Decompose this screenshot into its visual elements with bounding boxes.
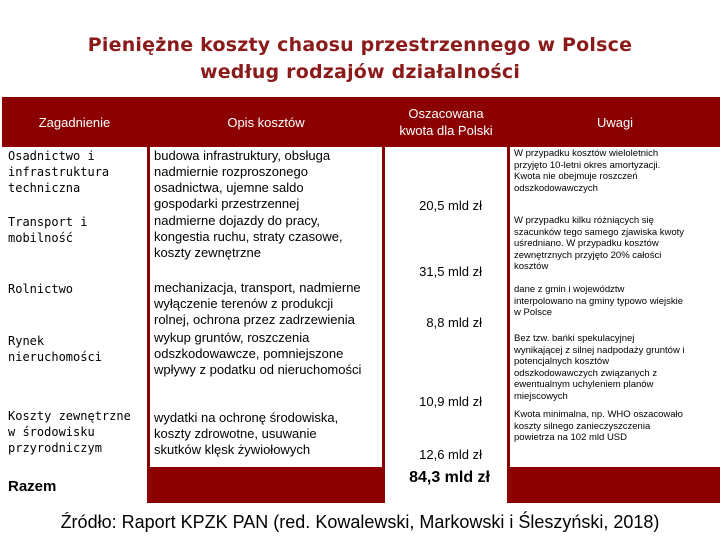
description-line: koszty zdrowotne, usuwanie (154, 426, 317, 441)
note-line: powietrza na 102 mld USD (514, 432, 627, 443)
source-caption: Źródło: Raport KPZK PAN (red. Kowalewski, Markowski i Śleszyński, 2018) (60, 512, 660, 532)
note-line: miejscowych (514, 390, 568, 402)
description-line: osadnictwa, ujemne saldo (154, 180, 304, 195)
note-line: dane z gmin i województw (514, 284, 625, 295)
header-amount-line-1: Oszacowana (408, 106, 484, 121)
topic-line: Transport i (8, 215, 88, 229)
description-line: koszty zewnętrzne (154, 245, 261, 260)
note-line: kosztów (514, 261, 549, 272)
description-line: wpływy z podatku od nieruchomości (154, 362, 362, 377)
total-amount: 84,3 mld zł (409, 469, 490, 486)
topic-line: nieruchomości (8, 350, 102, 364)
description-line: wykup gruntów, roszczenia (154, 330, 310, 345)
note-line: Bez tzw. bańki spekulacyjnej (514, 333, 635, 344)
description-line: rolnej, ochrona przez zadrzewienia (154, 312, 355, 327)
header-topic: Zagadnienie (38, 114, 111, 130)
note-line: odszkodowawczych (514, 182, 598, 194)
note-line: Kwota nie obejmuje roszczeń (514, 171, 638, 182)
title-line-2: według rodzajów działalności (199, 61, 521, 83)
topic-cell (8, 408, 131, 456)
topic-line: w środowisku (8, 425, 95, 439)
description-cell (154, 280, 361, 328)
topic-line: Osadnictwo i (8, 149, 95, 163)
total-label: Razem (8, 478, 57, 495)
note-line: w Polsce (514, 307, 553, 318)
note-line: zewnętrznych przyjęto 20% całości (514, 249, 662, 261)
description-line: wyłączenie terenów z produkcji (154, 296, 334, 311)
description-line: gospodarki przestrzennej (154, 196, 300, 211)
topic-cell (8, 214, 87, 246)
description-line: mechanizacja, transport, nadmierne (154, 280, 361, 295)
note-line: ewentualnym uchyleniem planów (514, 379, 654, 390)
note-line: interpolowano na gminy typowo wiejskie (514, 295, 683, 307)
topic-cell (8, 281, 73, 297)
description-line: nadmierne dojazdy do pracy, (154, 213, 320, 228)
note-line: potencjalnych kosztów (514, 356, 610, 367)
note-line: Kwota minimalna, np. WHO oszacowało (514, 409, 683, 420)
topic-line: przyrodniczym (8, 441, 102, 455)
note-line: wynikającej z silnej nadpodaży gruntów i (514, 344, 685, 356)
header-description: Opis kosztów (227, 114, 305, 130)
note-cell (514, 409, 714, 444)
description-cell (154, 330, 361, 378)
note-cell (514, 333, 714, 402)
amount-cell: 12,6 mld zł (419, 447, 482, 462)
amount-cell: 10,9 mld zł (419, 394, 482, 409)
note-line: W przypadku kosztów wieloletnich (514, 148, 659, 159)
topic-line: Koszty zewnętrzne (8, 409, 131, 423)
header-notes: Uwagi (596, 114, 634, 130)
note-line: odszkodowawczych związanych z (514, 367, 658, 379)
topic-line: Rolnictwo (8, 282, 74, 296)
note-cell (514, 284, 714, 319)
note-line: uśredniano. W przypadku kosztów (514, 238, 659, 249)
description-line: odszkodowawcze, pomniejszone (154, 346, 344, 361)
description-cell (154, 148, 330, 212)
note-cell (514, 215, 714, 273)
description-cell (154, 410, 338, 458)
topic-cell (8, 333, 102, 365)
header-amount-line-2: kwota dla Polski (399, 123, 493, 138)
page-title (0, 32, 720, 86)
title-line-1: Pieniężne koszty chaosu przestrzennego w Polsce (87, 34, 633, 56)
note-line: przyjęto 10-letni okres amortyzacji. (514, 159, 661, 171)
amount-cell: 20,5 mld zł (419, 198, 482, 213)
cost-table (2, 97, 720, 503)
header-amount (385, 97, 507, 147)
topic-line: mobilność (8, 231, 74, 245)
amount-cell: 31,5 mld zł (419, 264, 482, 279)
amount-cell: 8,8 mld zł (426, 315, 482, 330)
note-line: W przypadku kilku różniących się (514, 215, 654, 226)
description-line: nadmiernie rozproszonego (154, 164, 308, 179)
description-line: skutków klęsk żywiołowych (154, 442, 311, 457)
note-line: koszty silnego zanieczyszczenia (514, 420, 651, 432)
description-line: budowa infrastruktury, obsługa (154, 148, 331, 163)
topic-line: Rynek (8, 334, 45, 348)
note-line: szacunków tego samego zjawiska kwoty (514, 226, 685, 238)
description-line: wydatki na ochronę środowiska, (154, 410, 339, 425)
description-cell (154, 213, 343, 261)
topic-line: techniczna (8, 181, 81, 195)
description-line: kongestia ruchu, straty czasowe, (154, 229, 343, 244)
note-cell (514, 148, 714, 194)
topic-cell (8, 148, 109, 196)
topic-line: infrastruktura (8, 165, 110, 179)
